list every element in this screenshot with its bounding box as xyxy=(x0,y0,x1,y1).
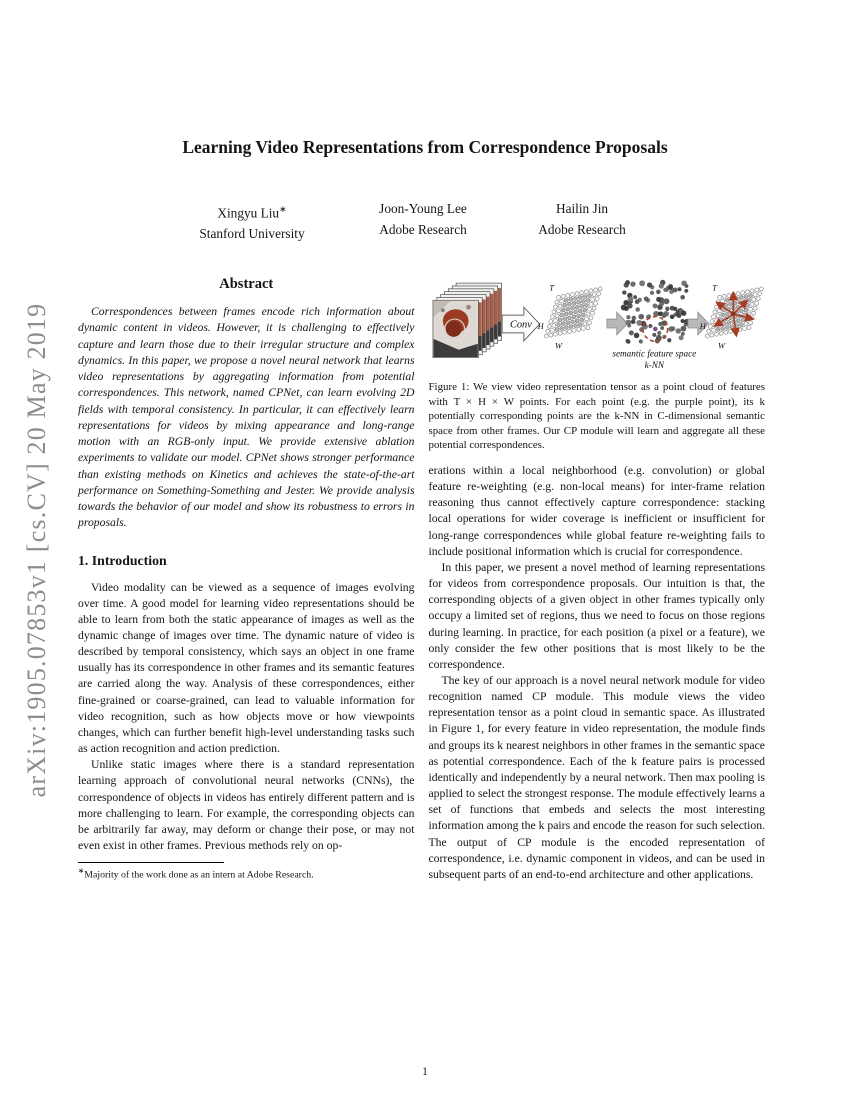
introduction-heading: 1. Introduction xyxy=(78,552,167,568)
intro-paragraph-2: Unlike static images where there is a standard representation learning approach of convolutional neural networks (CNNs), the correspondence of objects in videos has entirely different pattern and is more challenging to learn. For example, the corresponding objects can be arbitrarily far away, may deform or change their pose, or may not even exist in other frames. Previous methods rely on op- xyxy=(78,758,415,852)
author-2 xyxy=(379,199,467,240)
semantic-space-label: semantic feature space xyxy=(611,348,696,359)
two-column-body xyxy=(78,269,765,883)
knn-dashed-circle xyxy=(642,317,667,342)
page-number: 1 xyxy=(422,1066,428,1078)
author-1-name: Xingyu Liu∗ xyxy=(217,204,287,221)
knn-label: k-NN xyxy=(644,359,664,370)
intro-paragraph-1: Video modality can be viewed as a sequence of images evolving over time. A good model for learning video representations should be able to learn from both the static appearance of images as well as the dynamic change of images over time. The dynamic nature of video is described by temporal consistency, which says an object in one frame usually has its correspondence in other frames and its semantic features are carried along the way. Analysis of these correspondences, either fine-grained or coarse-grained, can lead to valuable information for video recognition, such as how objects move or how viewpoints changes, which can further benefit high-level understanding tasks such as action recognition and action prediction. xyxy=(78,580,415,756)
axis-w-grid1: W xyxy=(554,341,562,351)
figure-1-graphic xyxy=(429,277,765,374)
author-3-name: Hailin Jin xyxy=(555,201,609,216)
axis-t-grid2: T xyxy=(711,283,717,293)
axis-w-grid2: W xyxy=(717,341,725,351)
abstract-heading: Abstract xyxy=(219,276,274,292)
footnote-marker: ∗ xyxy=(78,866,85,876)
author-3 xyxy=(538,199,626,240)
figure-1-caption: Figure 1: We view video representation tensor as a point cloud of features with T × H × W points. For each point (e.g. the purple point), its k potentially corresponding points are the k-NN in C-dimensional semantic space from other frames. Our CP module will learn and aggregate all these potential correspondences. xyxy=(428,381,765,452)
author-1-marker: ∗ xyxy=(279,204,287,214)
video-frame-stack xyxy=(432,283,501,358)
body-paragraph-2: In this paper, we present a novel method of learning representations for videos from correspondence proposals. Our intuition is that, the corresponding objects of a given object in other frames typically only occupy a limited set of regions, thus we need to focus on those regions during learning. In practice, for each position (a pixel or a feature), we only consider the few other positions that is most likely to be the correspondence. xyxy=(428,560,765,671)
author-1 xyxy=(199,199,304,244)
author-1-affiliation: Stanford University xyxy=(199,225,305,241)
left-column xyxy=(78,269,415,883)
author-2-affiliation: Adobe Research xyxy=(379,221,467,237)
feature-point-grid xyxy=(544,287,602,338)
author-3-affiliation: Adobe Research xyxy=(538,221,626,237)
axis-t-grid1: T xyxy=(548,283,554,293)
right-column-text xyxy=(429,463,766,883)
body-paragraph-1: erations within a local neighborhood (e.g. convolution) or global feature re-weighting (e.g. non-local means) for inter-frame relation reasoning thus cannot effectively capture correspondence: stacking local operations for wider coverage is inefficient or insufficient for long-range correspondences while global feature re-weighting fails to include positional information which is crucial for correspondence. xyxy=(428,463,765,558)
axis-h-grid2: H xyxy=(699,321,706,331)
conv-label: Conv xyxy=(509,319,532,331)
figure-1 xyxy=(429,277,766,453)
body-paragraph-3: The key of our approach is a novel neural network module for video recognition named CP module. This module views the video representation tensor as a point cloud in semantic space. As illustrated in Figure 1, for every feature in video representation, the module finds and groups its k nearest neighbors in other frames in the semantic space as potential correspondence. Each of the k feature pairs is processed identically and independently by a neural network. Then max pooling is applied to select the strongest response. The module effectively learns a set of functions that embeds and selects the most interesting information among the k pairs and encode the reason for such selection. The output of CP module is the encoded representation of correspondence, i.e. dynamic component in videos, and can be used in subsequent parts of an end-to-end architecture and other applications. xyxy=(428,674,765,881)
arxiv-watermark: arXiv:1905.07853v1 [cs.CV] 20 May 2019 xyxy=(22,302,51,798)
author-2-name: Joon-Young Lee xyxy=(379,201,467,216)
axis-h-grid1: H xyxy=(537,321,544,331)
paper-title: Learning Video Representations from Correspondence Proposals xyxy=(182,137,668,157)
flow-arrow-1 xyxy=(606,312,627,335)
footnote-rule xyxy=(78,862,224,863)
abstract-text: Correspondences between frames encode rich information about dynamic content in videos. However, it is challenging to effectively capture and learn those due to their irregular structure and complex dynamics. In this paper, we propose a novel neural network that learns video representations by aggregating information from potential correspondences. This network, named CPNet, can learn evolving 2D fields with temporal consistency. In particular, it can effectively learn representations for videos by mixing appearance and long-range motion with an RGB-only input. We provide extensive ablation experiments to validate our model. CPNet shows stronger performance than existing methods on Kinetics and achieves the state-of-the-art performance on Something-Something and Jester. We provide analysis towards the behavior of our model and show its robustness to errors in proposals. xyxy=(78,305,415,530)
right-column xyxy=(429,269,766,883)
footnote: ∗Majority of the work done as an intern at Adobe Research. xyxy=(78,866,314,881)
purple-point xyxy=(653,327,658,332)
author-block xyxy=(0,199,850,249)
